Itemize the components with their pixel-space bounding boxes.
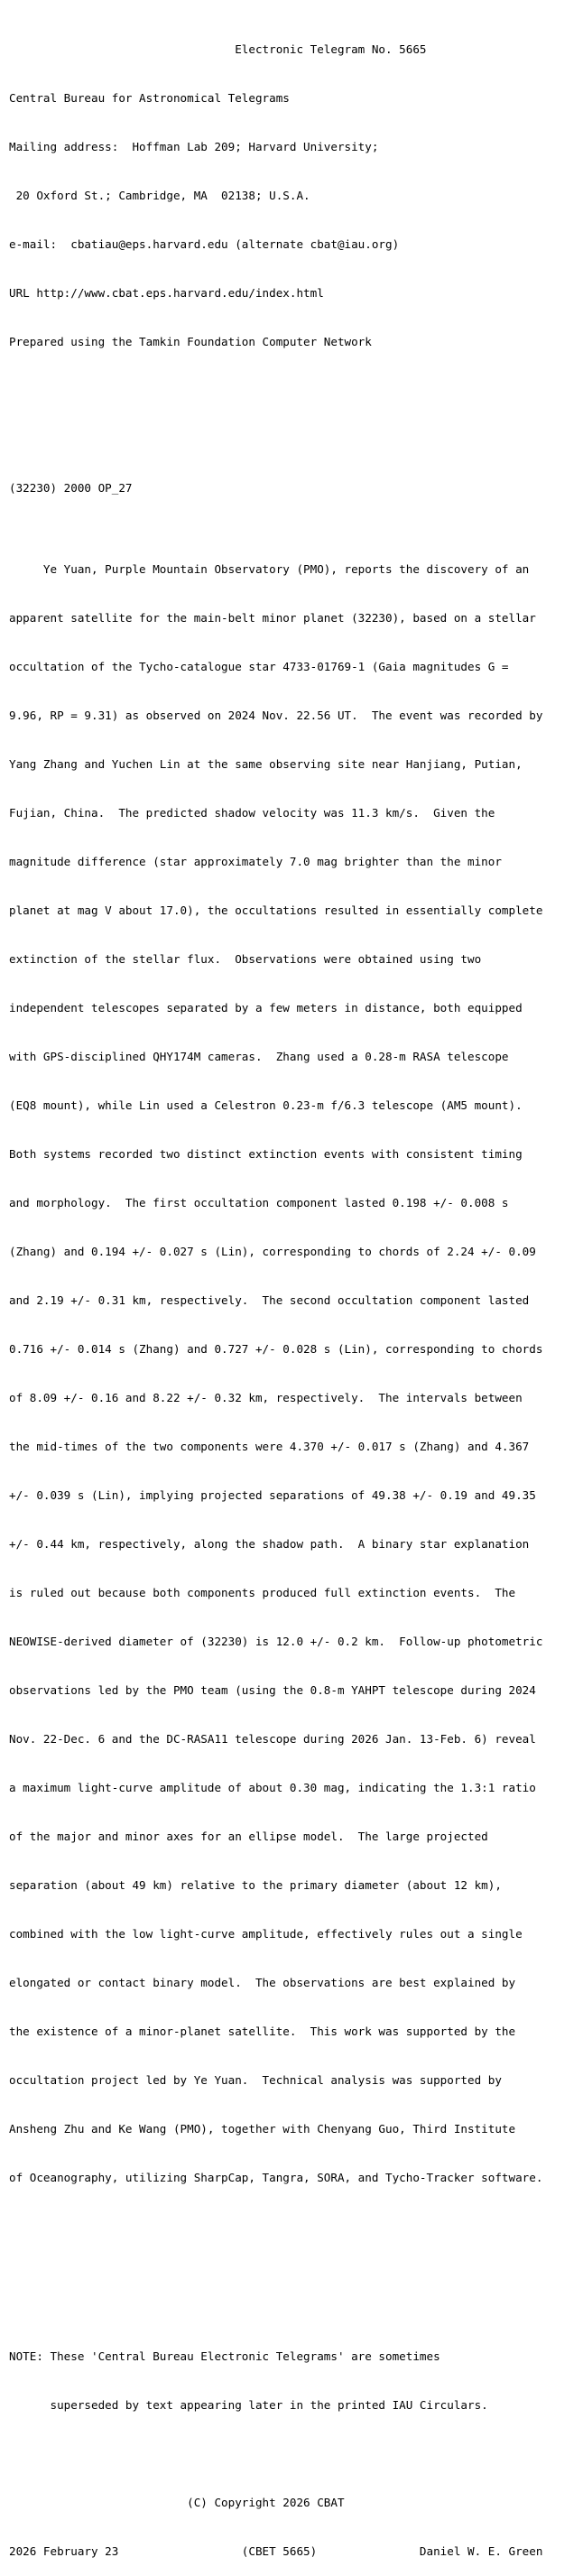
note-line-1: NOTE: These 'Central Bureau Electronic Telegrams' are sometimes: [9, 2349, 440, 2363]
report-line: elongated or contact binary model. The observations are best explained by: [9, 1976, 516, 1989]
url-line: URL http://www.cbat.eps.harvard.edu/index.html: [9, 286, 324, 300]
report-line: NEOWISE-derived diameter of (32230) is 12.0 +/- 0.2 km. Follow-up photometric: [9, 1635, 543, 1648]
report-line: independent telescopes separated by a few meters in distance, both equipped: [9, 1001, 523, 1015]
report-line: and morphology. The first occultation component lasted 0.198 +/- 0.008 s: [9, 1196, 509, 1209]
report-line: combined with the low light-curve amplitude, effectively rules out a single: [9, 1927, 523, 1941]
note-line-2: superseded by text appearing later in the printed IAU Circulars.: [9, 2398, 488, 2412]
report-line: magnitude difference (star approximately 7.0 mag brighter than the minor: [9, 855, 502, 868]
report-line: +/- 0.44 km, respectively, along the shadow path. A binary star explanation: [9, 1537, 530, 1551]
report-line: Fujian, China. The predicted shadow velocity was 11.3 km/s. Given the: [9, 806, 495, 820]
report-line: 0.716 +/- 0.014 s (Zhang) and 0.727 +/- 0.028 s (Lin), corresponding to chords: [9, 1342, 543, 1356]
mailing-address-line-1: Mailing address: Hoffman Lab 209; Harvard University;: [9, 140, 379, 153]
report-line: Yang Zhang and Yuchen Lin at the same observing site near Hanjiang, Putian,: [9, 757, 523, 771]
report-line: extinction of the stellar flux. Observations were obtained using two: [9, 952, 482, 966]
email-line: e-mail: cbatiau@eps.harvard.edu (alternate cbat@iau.org): [9, 237, 400, 251]
report-line: Both systems recorded two distinct extinction events with consistent timing: [9, 1147, 523, 1161]
report-line: of 8.09 +/- 0.16 and 8.22 +/- 0.32 km, respectively. The intervals between: [9, 1391, 523, 1404]
report-line: 9.96, RP = 9.31) as observed on 2024 Nov. 22.56 UT. The event was recorded by: [9, 709, 543, 722]
report-line: a maximum light-curve amplitude of about 0.30 mag, indicating the 1.3:1 ratio: [9, 1781, 536, 1794]
date-signature-line: 2026 February 23 (CBET 5665) Daniel W. E. Green: [9, 2544, 543, 2558]
report-line: separation (about 49 km) relative to the primary diameter (about 12 km),: [9, 1878, 502, 1892]
blank-line: [9, 2300, 583, 2316]
telegram-number: Electronic Telegram No. 5665: [9, 42, 427, 56]
report-line: apparent satellite for the main-belt minor planet (32230), based on a stellar: [9, 611, 536, 625]
report-line: with GPS-disciplined QHY174M cameras. Zhang used a 0.28-m RASA telescope: [9, 1050, 509, 1063]
report-line: the existence of a minor-planet satellite. This work was supported by the: [9, 2025, 516, 2038]
copyright-line: (C) Copyright 2026 CBAT: [9, 2496, 345, 2509]
report-line: Ansheng Zhu and Ke Wang (PMO), together with Chenyang Guo, Third Institute: [9, 2122, 516, 2136]
blank-line: [9, 2446, 583, 2462]
mailing-address-line-2: 20 Oxford St.; Cambridge, MA 02138; U.S.A.: [9, 189, 310, 202]
report-line: planet at mag V about 17.0), the occultations resulted in essentially complete: [9, 903, 543, 917]
bureau-name: Central Bureau for Astronomical Telegrams: [9, 91, 290, 105]
blank-line: [9, 383, 583, 399]
report-line: is ruled out because both components produced full extinction events. The: [9, 1586, 516, 1599]
report-line: of Oceanography, utilizing SharpCap, Tangra, SORA, and Tycho-Tracker software.: [9, 2171, 543, 2184]
report-line: Ye Yuan, Purple Mountain Observatory (PMO), reports the discovery of an: [9, 562, 530, 576]
report-line: the mid-times of the two components were 4.370 +/- 0.017 s (Zhang) and 4.367: [9, 1440, 530, 1453]
report-line: Nov. 22-Dec. 6 and the DC-RASA11 telescope during 2026 Jan. 13-Feb. 6) reveal: [9, 1732, 536, 1746]
report-line: (Zhang) and 0.194 +/- 0.027 s (Lin), corresponding to chords of 2.24 +/- 0.09: [9, 1245, 536, 1258]
report-line: observations led by the PMO team (using the 0.8-m YAHPT telescope during 2024: [9, 1683, 536, 1697]
blank-line: [9, 2251, 583, 2267]
report-body: [9, 529, 583, 2219]
report-line: (EQ8 mount), while Lin used a Celestron 0.23-m f/6.3 telescope (AM5 mount).: [9, 1098, 523, 1112]
blank-line: [9, 431, 583, 448]
report-line: occultation of the Tycho-catalogue star 4733-01769-1 (Gaia magnitudes G =: [9, 660, 509, 673]
report-line: +/- 0.039 s (Lin), implying projected separations of 49.38 +/- 0.19 and 49.35: [9, 1488, 536, 1502]
report-line: occultation project led by Ye Yuan. Technical analysis was supported by: [9, 2073, 502, 2087]
report-line: and 2.19 +/- 0.31 km, respectively. The second occultation component lasted: [9, 1293, 530, 1307]
report-line: of the major and minor axes for an ellipse model. The large projected: [9, 1830, 488, 1843]
object-title: (32230) 2000 OP_27: [9, 481, 133, 495]
prepared-line: Prepared using the Tamkin Foundation Computer Network: [9, 335, 372, 348]
